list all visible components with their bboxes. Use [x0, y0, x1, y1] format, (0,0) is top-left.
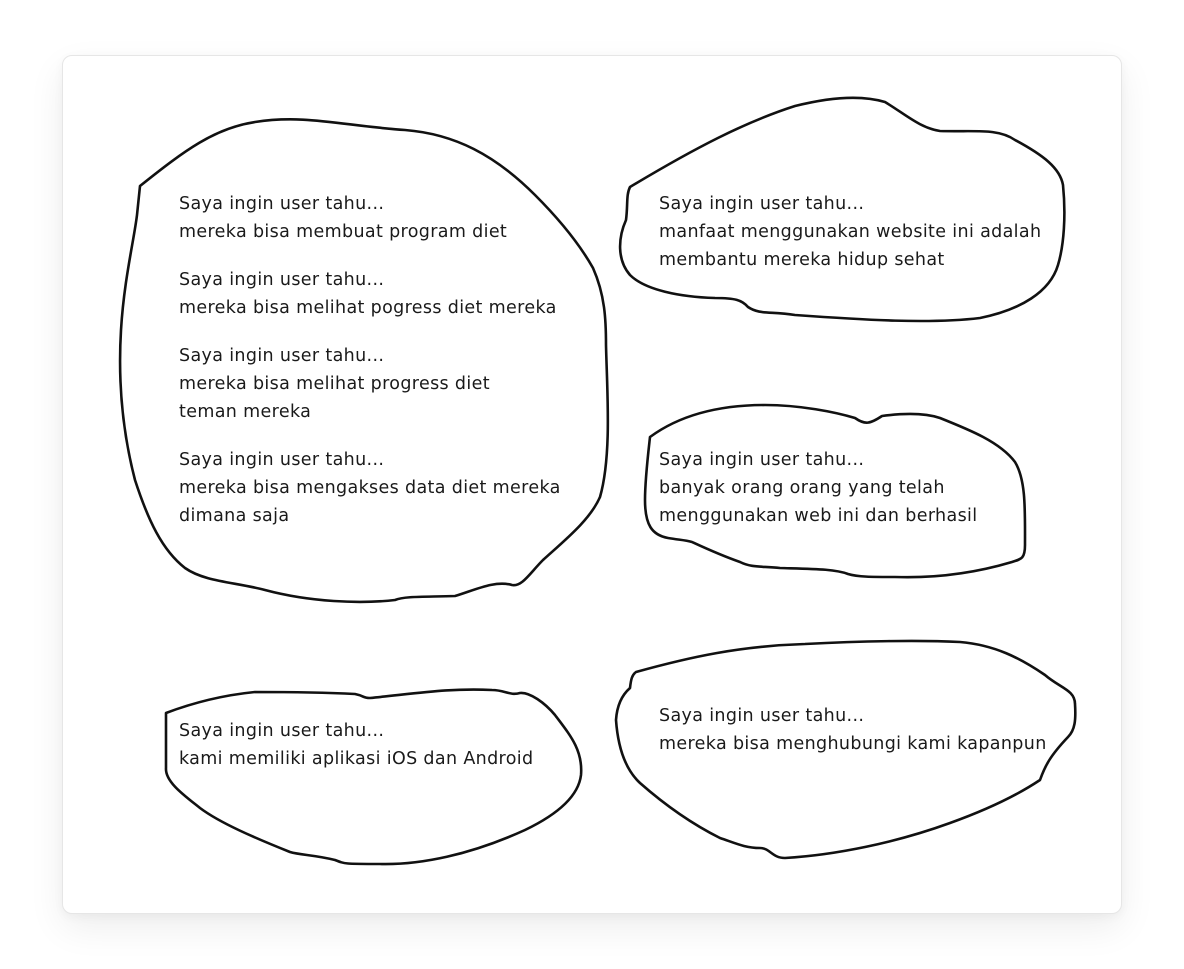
note-line: dimana saja	[179, 506, 290, 526]
note-1-paragraph-3	[179, 342, 561, 426]
note-line: teman mereka	[179, 402, 312, 422]
note-line: manfaat menggunakan website ini adalah	[659, 222, 1042, 242]
note-line: Saya ingin user tahu...	[659, 194, 865, 214]
note-5-paragraph-1	[659, 702, 1047, 758]
note-line: Saya ingin user tahu...	[179, 721, 385, 741]
note-line: mereka bisa melihat progress diet	[179, 374, 490, 394]
note-2-text	[659, 190, 1041, 274]
note-line: mereka bisa menghubungi kami kapanpun	[659, 734, 1047, 754]
note-line: mereka bisa membuat program diet	[179, 222, 508, 242]
note-line: menggunakan web ini dan berhasil	[659, 506, 978, 526]
blob-4	[166, 690, 581, 865]
note-line: Saya ingin user tahu...	[179, 346, 385, 366]
note-5-text	[659, 702, 1047, 758]
note-line: mereka bisa melihat pogress diet mereka	[179, 298, 557, 318]
note-line: membantu mereka hidup sehat	[659, 250, 945, 270]
note-3-paragraph-1	[659, 446, 977, 530]
note-line: Saya ingin user tahu...	[179, 450, 385, 470]
note-3-text	[659, 446, 977, 530]
note-4-paragraph-1	[179, 717, 533, 773]
note-4-text	[179, 717, 533, 773]
note-line: banyak orang orang yang telah	[659, 478, 945, 498]
note-1-text	[179, 190, 561, 530]
note-1-paragraph-1	[179, 190, 561, 246]
note-2-paragraph-1	[659, 190, 1041, 274]
note-line: Saya ingin user tahu...	[659, 706, 865, 726]
note-line: kami memiliki aplikasi iOS dan Android	[179, 749, 534, 769]
note-1-paragraph-4	[179, 446, 561, 530]
note-line: Saya ingin user tahu...	[659, 450, 865, 470]
note-line: Saya ingin user tahu...	[179, 270, 385, 290]
note-line: mereka bisa mengakses data diet mereka	[179, 478, 561, 498]
note-line: Saya ingin user tahu...	[179, 194, 385, 214]
note-1-paragraph-2	[179, 266, 561, 322]
